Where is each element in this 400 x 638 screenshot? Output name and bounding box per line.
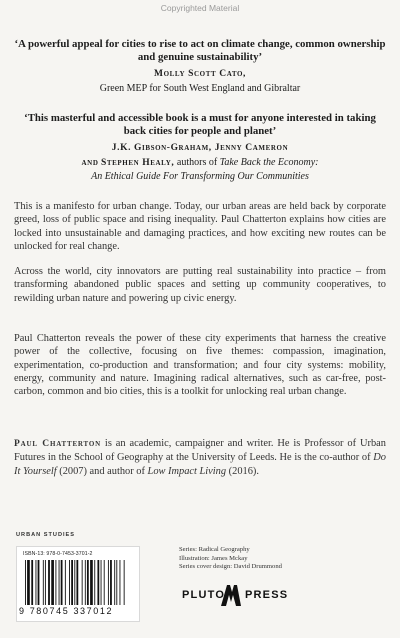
- credit-cover-design: Series cover design: David Drummond: [179, 563, 282, 571]
- barcode-bar: [69, 560, 70, 605]
- barcode-bar: [85, 560, 86, 605]
- blurb-author-1: Molly Scott Cato,: [154, 69, 246, 79]
- credit-illustration: Illustration: James Mckay: [179, 554, 248, 562]
- barcode-bar: [55, 560, 56, 605]
- barcode-bar: [110, 560, 112, 605]
- blurb-authors-and: and: [81, 157, 99, 168]
- blurb-authors-line-1: J.K. Gibson-Graham, Jenny Cameron: [111, 143, 289, 153]
- barcode-bar: [114, 560, 115, 605]
- barcode: [16, 546, 140, 622]
- description-paragraph-1: This is a manifesto for urban change. Today, our urban areas are held back by corporate greed, loss of public space and rising inequality. Paul Chatterton explains how cities are locked into unsustainable and damaging practices, and how exciting new routes can be unlocked for real change.: [14, 201, 386, 252]
- blurb-quote-2: ‘This masterful and accessible book is a must for anyone interested in taking back cities for people and planet’: [24, 112, 376, 138]
- cover-credits: [179, 546, 282, 572]
- barcode-digits: 9 780745 337012: [19, 606, 114, 616]
- barcode-bar: [120, 560, 121, 605]
- author-bio-text-3: (2016).: [226, 465, 259, 477]
- author-bio-text-2: (2007) and author of: [56, 465, 148, 477]
- barcode-bar: [65, 560, 66, 605]
- barcode-bars: [25, 560, 133, 605]
- barcode-bar: [82, 560, 83, 605]
- barcode-bar: [97, 560, 99, 605]
- author-bio-book-1: Do It Yourself: [14, 452, 386, 477]
- description-paragraph-3: Paul Chatterton reveals the power of these city experiments that harness the creative power of the collective, focusing on five themes: compassion, imagination, experimentation, co-production and transformation; and four city systems: mobility, energy, community and nature. Imagining radical alternatives, such as car-free, post-carbon, common and bio cities, this is a toolkit for unlocking real urban change.: [14, 333, 386, 398]
- isbn-label: ISBN-13: 978-0-7453-3701-2: [23, 551, 93, 557]
- barcode-bar: [74, 560, 75, 605]
- barcode-bar: [45, 560, 46, 605]
- copyright-notice: Copyrighted Material: [160, 3, 240, 13]
- blurb-quote-1: ‘A powerful appeal for cities to rise to act on climate change, common ownership and genuine sustainability’: [14, 38, 386, 64]
- author-bio: [14, 437, 386, 478]
- barcode-bar: [108, 560, 109, 605]
- blurb-attribution-2: [14, 141, 386, 184]
- barcode-bar: [51, 560, 54, 605]
- barcode-bar: [87, 560, 89, 605]
- barcode-bar: [59, 560, 60, 605]
- pluto-press-mark-icon: [219, 582, 243, 608]
- blurb-book-title-1: Take Back the Economy:: [219, 156, 319, 168]
- barcode-bar: [61, 560, 63, 605]
- author-bio-book-2: Low Impact Living: [147, 465, 227, 477]
- barcode-bar: [48, 560, 50, 605]
- barcode-bar: [116, 560, 117, 605]
- description-paragraph-2: Across the world, city innovators are putting real sustainability into practice – from transforming abandoned public spaces and setting up community cooperatives, to rewilding urban nature and powering up civic energy.: [14, 266, 386, 304]
- barcode-bar: [31, 560, 33, 605]
- barcode-bar: [36, 560, 37, 605]
- credit-series: Series: Radical Geography: [179, 546, 250, 553]
- barcode-bar: [76, 560, 78, 605]
- barcode-bar: [90, 560, 93, 605]
- barcode-bar: [38, 560, 40, 605]
- publisher-word-2: PRESS: [245, 589, 289, 601]
- publisher-logo: [182, 582, 292, 608]
- blurb-authors-line-2: Stephen Healy,: [101, 157, 175, 168]
- barcode-bar: [43, 560, 44, 605]
- author-bio-text-1: is an academic, campaigner and writer. He is Professor of Urban Futures in the School of Geography at the University of Leeds. He is the co-author of: [14, 438, 386, 464]
- category-label: URBAN STUDIES: [16, 532, 75, 538]
- blurb-attribution-1: [14, 67, 386, 95]
- blurb-book-title-2: An Ethical Guide For Transforming Our Communities: [91, 171, 309, 183]
- barcode-bar: [25, 560, 26, 605]
- barcode-bar: [27, 560, 30, 605]
- publisher-word-1: PLUTO: [182, 589, 226, 601]
- blurb-authors-of: authors of: [176, 156, 218, 168]
- blurb-author-role-1: Green MEP for South West England and Gibraltar: [99, 82, 301, 94]
- barcode-bar: [94, 560, 95, 605]
- barcode-bar: [101, 560, 102, 605]
- barcode-bar: [71, 560, 73, 605]
- author-bio-name: Paul Chatterton: [14, 439, 101, 449]
- barcode-bar: [124, 560, 125, 605]
- barcode-bar: [104, 560, 105, 605]
